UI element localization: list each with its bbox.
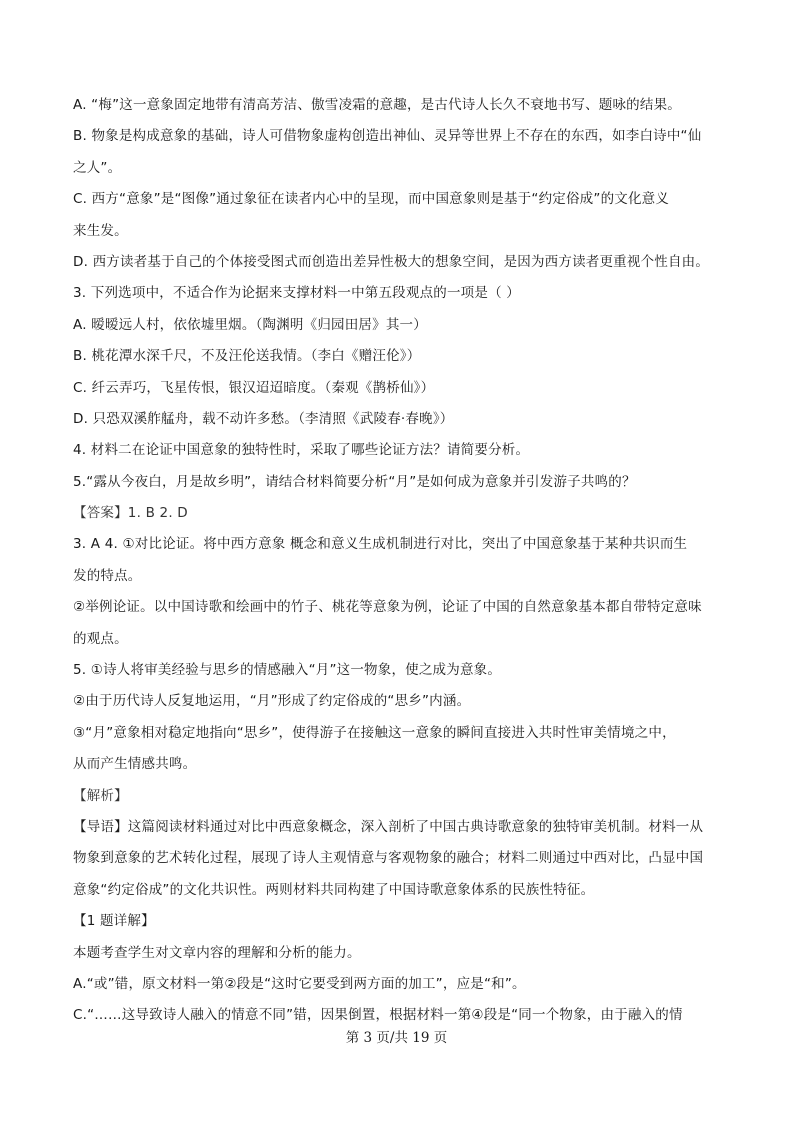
option-d-line: D. 西方读者基于自己的个体接受图式而创造出差异性极大的想象空间，是因为西方读者更重视个性自由。 xyxy=(73,253,710,270)
answer-5-point-2: ②由于历代诗人反复地运用，“月”形成了约定俗成的“思乡”内涵。 xyxy=(73,693,471,710)
option-a-line: A. “梅”这一意象固定地带有清高芳洁、傲雪凌霜的意趣，是古代诗人长久不衰地书写、题咏的结果。 xyxy=(73,97,681,113)
q3-option-c: C. 纤云弄巧，飞星传恨，银汉迢迢暗度。（秦观《鹊桥仙》） xyxy=(73,379,435,396)
answer-4-point-2: ②举例论证。以中国诗歌和绘画中的竹子、桃花等意象为例，论证了中国的自然意象基本都自带特定意味 xyxy=(73,599,702,616)
question-5: 5.“露从今夜白，月是故乡明”，请结合材料简要分析“月”是如何成为意象并引发游子共鸣的？ xyxy=(73,473,636,490)
q1-detail-line-3: C.“……这导致诗人融入的情意不同”错，因果倒置，根据材料一第④段是“同一个物象，由于融入的情 xyxy=(73,1007,683,1024)
intro-line-1: 【导语】这篇阅读材料通过对比中西意象概念，深入剖析了中国古典诗歌意象的独特审美机制。材料一从 xyxy=(73,818,704,835)
option-c-line: C. 西方“意象”是“图像”通过象征在读者内心中的呈现，而中国意象则是基于“约定俗成”的文化意义 xyxy=(73,191,670,208)
intro-line-3: 意象“约定俗成”的文化共识性。两则材料共同构建了中国诗歌意象体系的民族性特征。 xyxy=(73,881,595,898)
option-c-line-cont: 来生发。 xyxy=(73,222,128,239)
answer-3-4: 3. A 4. ①对比论证。将中西方意象 概念和意义生成机制进行对比，突出了中国意象基于某种共识而生 xyxy=(73,536,688,553)
option-b-line-cont: 之人”。 xyxy=(73,159,122,176)
answer-5-point-3-cont: 从而产生情感共鸣。 xyxy=(73,756,197,773)
q3-option-d: D. 只恐双溪舴艋舟，载不动许多愁。（李清照《武陵春·春晚》） xyxy=(73,410,454,427)
q3-option-a: A. 暧暧远人村，依依墟里烟。（陶渊明《归园田居》其一） xyxy=(73,316,427,333)
document-body xyxy=(73,90,723,1032)
analysis-heading: 【解析】 xyxy=(73,787,128,804)
answer-4-point-2-cont: 的观点。 xyxy=(73,630,128,647)
answer-5-point-1: 5. ①诗人将审美经验与思乡的情感融入“月”这一物象，使之成为意象。 xyxy=(73,662,502,679)
question-4: 4. 材料二在论证中国意象的独特性时，采取了哪些论证方法？请简要分析。 xyxy=(73,442,530,459)
q3-option-b: B. 桃花潭水深千尺，不及汪伦送我情。（李白《赠汪伦》） xyxy=(73,348,421,365)
answer-4-cont: 发的特点。 xyxy=(73,567,142,584)
q1-detail-line-1: 本题考查学生对文章内容的理解和分析的能力。 xyxy=(73,944,361,961)
q1-detail-heading: 【1 题详解】 xyxy=(73,913,155,930)
q1-detail-line-2: A.“或”错，原文材料一第②段是“这时它要受到两方面的加工”，应是“和”。 xyxy=(73,975,526,992)
answer-heading: 【答案】1. B 2. D xyxy=(73,505,188,522)
option-b-line: B. 物象是构成意象的基础，诗人可借物象虚构创造出神仙、灵异等世界上不存在的东西，如李白诗中“仙 xyxy=(73,128,702,145)
intro-line-2: 物象到意象的艺术转化过程，展现了诗人主观情意与客观物象的融合；材料二则通过中西对比，凸显中国 xyxy=(73,850,704,867)
answer-5-point-3: ③“月”意象相对稳定地指向“思乡”，使得游子在接触这一意象的瞬间直接进入共时性审美情境之中， xyxy=(73,724,676,741)
question-3: 3. 下列选项中，不适合作为论据来支撑材料一中第五段观点的一项是（ ） xyxy=(73,285,520,302)
page-footer: 第 3 页/共 19 页 xyxy=(345,1030,448,1046)
